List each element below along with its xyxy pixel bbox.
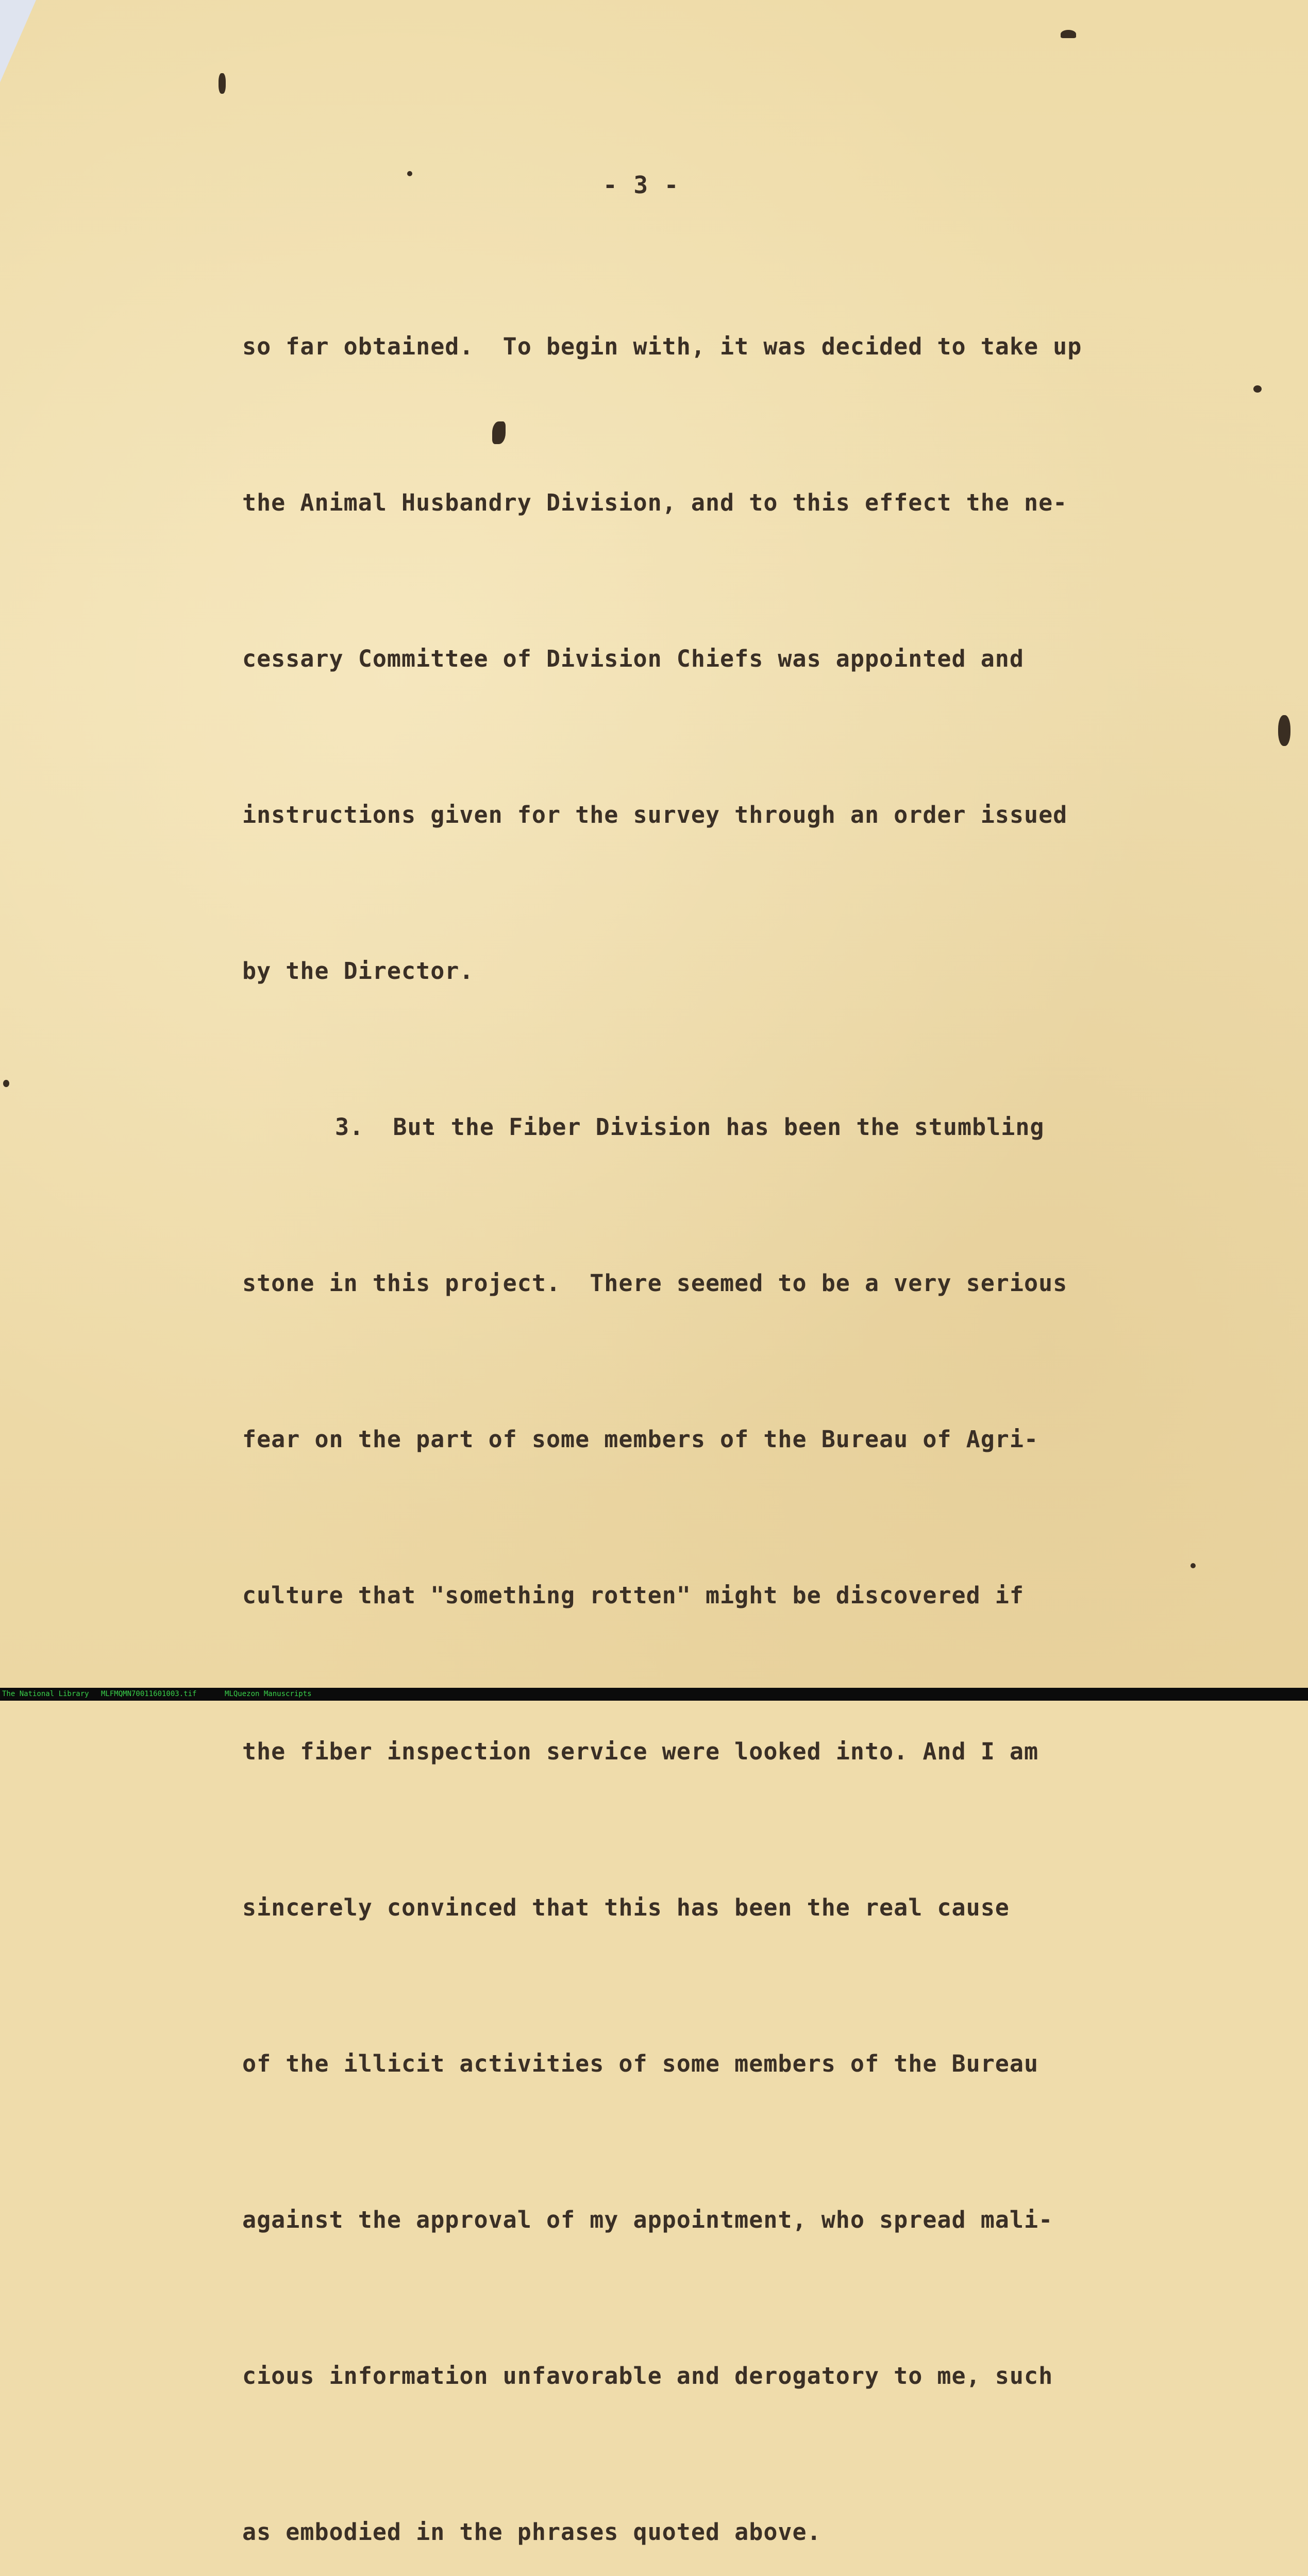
text-line: stone in this project. There seemed to be a very serious — [242, 1269, 1068, 1297]
text-line: instructions given for the survey through an order issued — [242, 801, 1068, 828]
text-line: as embodied in the phrases quoted above. — [242, 2518, 821, 2546]
text-line: sincerely convinced that this has been the real cause — [242, 1894, 1010, 1921]
text-line: cessary Committee of Division Chiefs was appointed and — [242, 645, 1024, 672]
text-line: the fiber inspection service were looked into. And I am — [242, 1738, 1039, 1765]
letter-body — [242, 216, 1247, 2576]
text-line: fear on the part of some members of the Bureau of Agri- — [242, 1426, 1039, 1453]
footer-collection: MLQuezon Manuscripts — [225, 1690, 312, 1698]
torn-corner — [0, 0, 36, 82]
page-number: - 3 - — [603, 171, 680, 199]
footer-file: MLFMQMN70011601003.tif — [101, 1690, 197, 1698]
archive-footer — [0, 1688, 1308, 1701]
text-line: by the Director. — [242, 957, 474, 985]
footer-library: The National Library — [2, 1690, 89, 1698]
ink-speck — [1253, 385, 1262, 393]
paragraph-start-line: 3. But the Fiber Division has been the stumbling — [335, 1113, 1045, 1141]
text-line: of the illicit activities of some members of the Bureau — [242, 2050, 1039, 2077]
ink-speck — [1061, 30, 1076, 38]
ink-speck — [219, 73, 226, 94]
ink-speck — [407, 171, 412, 176]
ink-speck — [1278, 715, 1290, 746]
text-line: culture that "something rotten" might be discovered if — [242, 1582, 1024, 1609]
ink-speck — [3, 1080, 9, 1087]
text-line: so far obtained. To begin with, it was decided to take up — [242, 333, 1082, 360]
text-line: the Animal Husbandry Division, and to this effect the ne- — [242, 489, 1068, 516]
text-line: cious information unfavorable and derogatory to me, such — [242, 2362, 1053, 2389]
text-line: against the approval of my appointment, who spread mali- — [242, 2206, 1053, 2233]
